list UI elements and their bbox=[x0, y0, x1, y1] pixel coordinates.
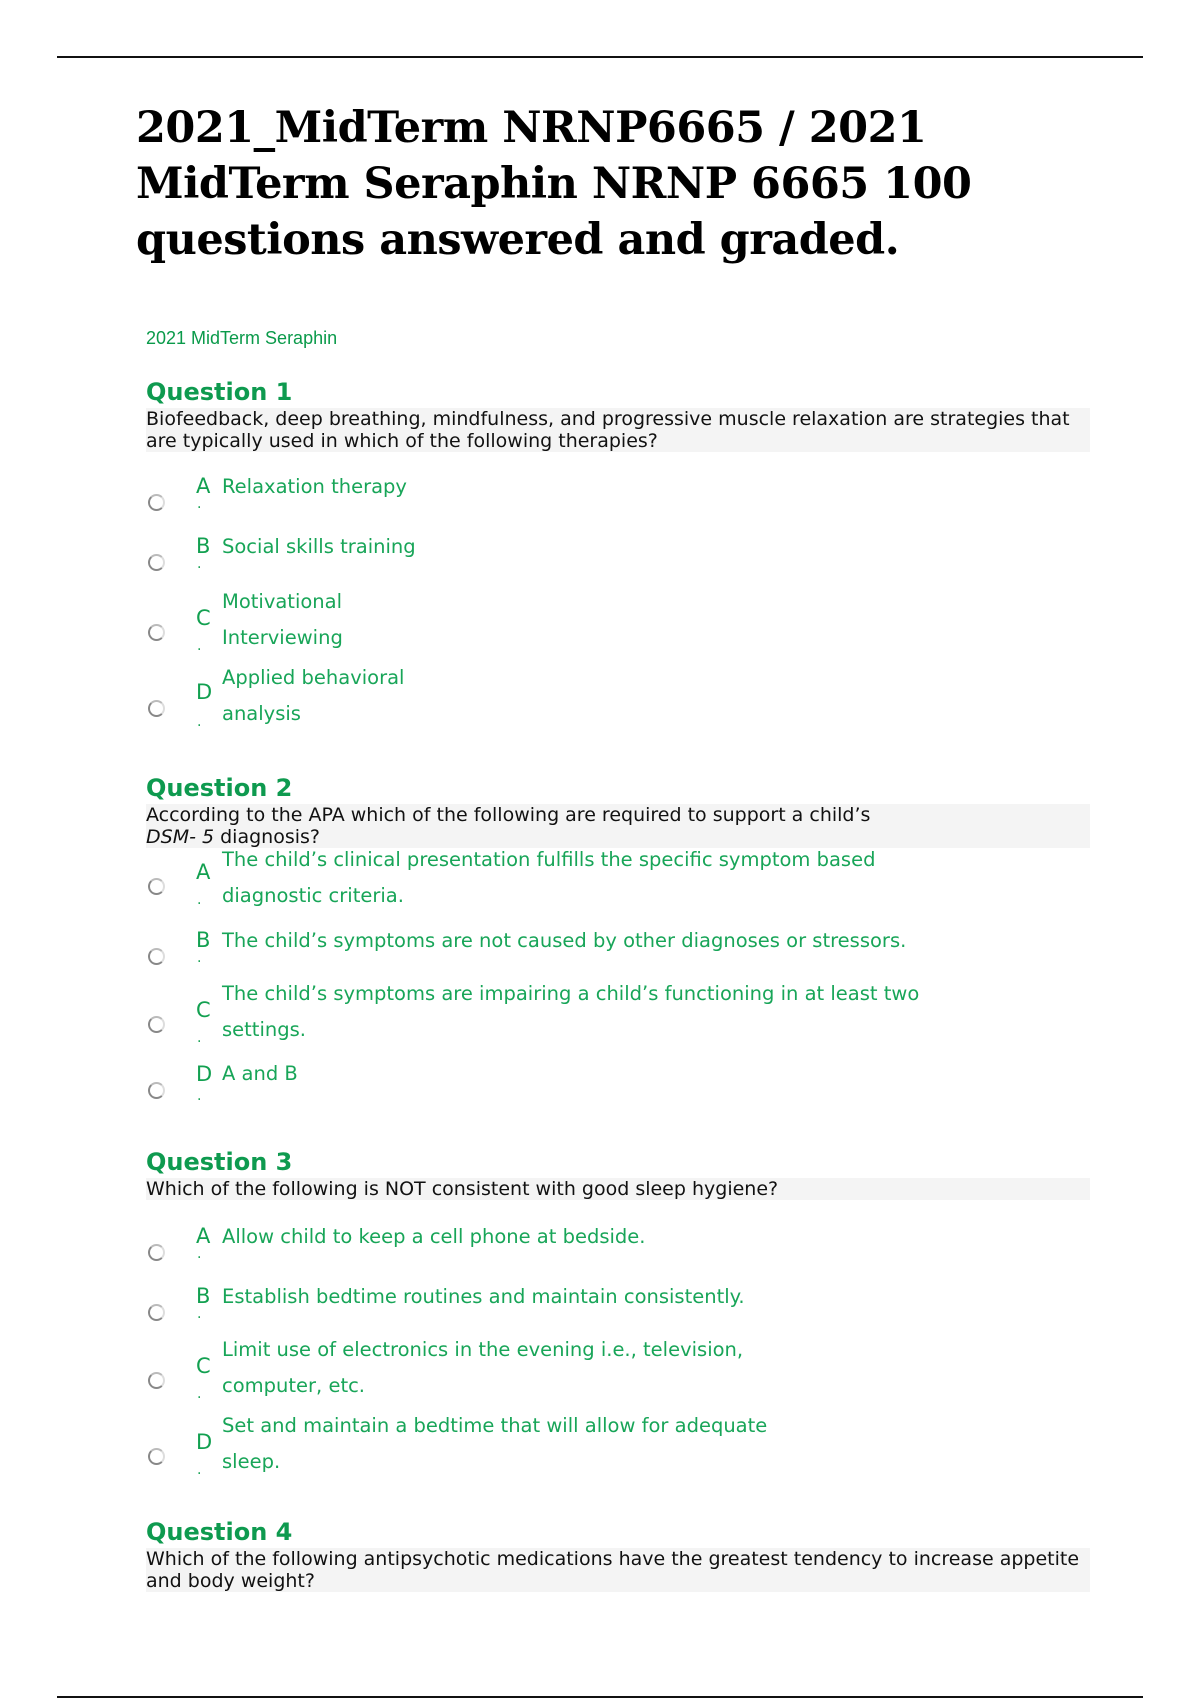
radio-button-icon[interactable] bbox=[148, 1372, 165, 1389]
option-text: A and B bbox=[222, 1062, 298, 1085]
option-text: Applied behavioral analysis bbox=[222, 666, 405, 725]
radio-button-icon[interactable] bbox=[148, 624, 165, 641]
option-d[interactable] bbox=[146, 1058, 1090, 1104]
radio-button-icon[interactable] bbox=[148, 494, 165, 511]
radio-button-icon[interactable] bbox=[148, 554, 165, 571]
option-text: Establish bedtime routines and maintain consistently. bbox=[222, 1285, 745, 1308]
question-3 bbox=[146, 1148, 1090, 1478]
option-letter: D bbox=[196, 680, 213, 704]
option-c[interactable] bbox=[146, 1338, 1090, 1402]
option-text: The child’s symptoms are impairing a child’s functioning in at least two settings. bbox=[222, 982, 920, 1041]
option-dot: . bbox=[197, 950, 202, 966]
question-text-start: According to the APA which of the following are required to support a child’s bbox=[146, 804, 871, 826]
radio-button-icon[interactable] bbox=[148, 1244, 165, 1261]
option-text: Allow child to keep a cell phone at bedside. bbox=[222, 1225, 646, 1248]
bottom-rule bbox=[57, 1696, 1143, 1698]
option-dot: . bbox=[197, 1462, 202, 1478]
option-b[interactable] bbox=[146, 1284, 1090, 1324]
option-text: The child’s clinical presentation fulfills the specific symptom based diagnostic criteria. bbox=[222, 848, 876, 907]
option-dot: . bbox=[197, 496, 202, 512]
dsm-reference: DSM- 5 bbox=[146, 826, 215, 848]
option-text: The child’s symptoms are not caused by other diagnoses or stressors. bbox=[222, 929, 907, 952]
question-1 bbox=[146, 378, 1090, 730]
radio-button-icon[interactable] bbox=[148, 1082, 165, 1099]
option-text: Limit use of electronics in the evening i.e., television, computer, etc. bbox=[222, 1338, 744, 1397]
question-4 bbox=[146, 1518, 1090, 1592]
top-rule bbox=[57, 56, 1143, 58]
option-letter: B bbox=[196, 1284, 211, 1308]
option-dot: . bbox=[197, 1030, 202, 1046]
option-text: Set and maintain a bedtime that will allow for adequate sleep. bbox=[222, 1414, 768, 1473]
option-letter: C bbox=[196, 998, 211, 1022]
question-heading: Question 2 bbox=[146, 774, 293, 802]
radio-button-icon[interactable] bbox=[148, 1448, 165, 1465]
radio-button-icon[interactable] bbox=[148, 948, 165, 965]
radio-button-icon[interactable] bbox=[148, 700, 165, 717]
option-dot: . bbox=[197, 892, 202, 908]
option-dot: . bbox=[197, 638, 202, 654]
question-text: Which of the following is NOT consistent with good sleep hygiene? bbox=[146, 1178, 1090, 1200]
option-b[interactable] bbox=[146, 534, 1090, 574]
option-letter: D bbox=[196, 1062, 213, 1086]
radio-button-icon[interactable] bbox=[148, 1016, 165, 1033]
option-dot: . bbox=[197, 1386, 202, 1402]
question-text-end: diagnosis? bbox=[214, 826, 320, 848]
option-dot: . bbox=[197, 1246, 202, 1262]
option-a[interactable] bbox=[146, 1224, 1090, 1264]
radio-button-icon[interactable] bbox=[148, 1304, 165, 1321]
option-text: Relaxation therapy bbox=[222, 475, 407, 498]
document-title: 2021_MidTerm NRNP6665 / 2021 MidTerm Seraphin NRNP 6665 100 questions answered and graded. bbox=[136, 103, 972, 265]
option-letter: D bbox=[196, 1430, 213, 1454]
option-letter: C bbox=[196, 606, 211, 630]
option-dot: . bbox=[197, 1306, 202, 1322]
option-dot: . bbox=[197, 556, 202, 572]
radio-button-icon[interactable] bbox=[148, 878, 165, 895]
option-letter: A bbox=[196, 1224, 211, 1248]
option-d[interactable] bbox=[146, 666, 1090, 730]
option-dot: . bbox=[197, 1088, 202, 1104]
question-2 bbox=[146, 774, 1090, 1104]
option-letter: B bbox=[196, 534, 211, 558]
option-a[interactable] bbox=[146, 848, 1090, 908]
option-letter: A bbox=[196, 474, 211, 498]
option-letter: A bbox=[196, 860, 211, 884]
option-letter: B bbox=[196, 928, 211, 952]
option-c[interactable] bbox=[146, 590, 1090, 654]
question-text: Which of the following antipsychotic medications have the greatest tendency to increase appetite and body weight? bbox=[146, 1548, 1090, 1592]
question-heading: Question 3 bbox=[146, 1148, 293, 1176]
option-text: Motivational Interviewing bbox=[222, 590, 343, 649]
question-heading: Question 1 bbox=[146, 378, 293, 406]
option-letter: C bbox=[196, 1354, 211, 1378]
question-heading: Question 4 bbox=[146, 1518, 293, 1546]
option-c[interactable] bbox=[146, 982, 1090, 1046]
option-b[interactable] bbox=[146, 928, 1090, 968]
option-d[interactable] bbox=[146, 1414, 1090, 1478]
option-text: Social skills training bbox=[222, 535, 416, 558]
quiz-subtitle: 2021 MidTerm Seraphin bbox=[146, 328, 338, 348]
option-dot: . bbox=[197, 714, 202, 730]
option-a[interactable] bbox=[146, 474, 1090, 514]
question-text: Biofeedback, deep breathing, mindfulness, and progressive muscle relaxation are strategies that are typically used in which of the following therapies? bbox=[146, 408, 1090, 452]
